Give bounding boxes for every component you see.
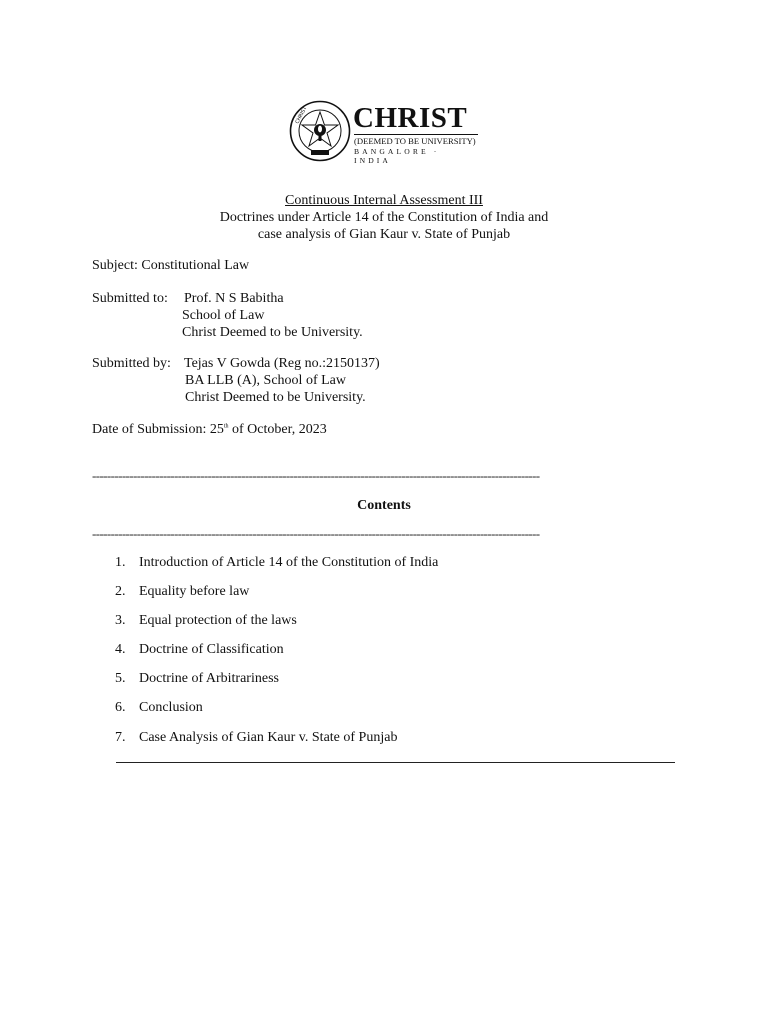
item-text: Doctrine of Classification [139, 642, 284, 658]
item-number: 3. [115, 613, 126, 629]
item-text: Doctrine of Arbitrariness [139, 671, 279, 687]
logo-divider [354, 134, 478, 135]
university-subtitle: (DEEMED TO BE UNIVERSITY) [354, 136, 476, 146]
item-number: 5. [115, 671, 126, 687]
item-number: 7. [115, 729, 126, 745]
university-name: CHRIST [353, 102, 468, 134]
list-item [112, 554, 672, 583]
topic-line-2: case analysis of Gian Kaur v. State of Punjab [257, 227, 511, 242]
list-item [112, 612, 672, 641]
list-item [112, 670, 672, 699]
contents-list [112, 554, 672, 758]
submitted-by-label: Submitted by: [92, 356, 171, 371]
date-rest: of October, 2023 [228, 422, 327, 437]
contents-end-rule [116, 762, 675, 763]
item-text: Equal protection of the laws [139, 613, 297, 629]
subject-line: Subject: Constitutional Law [92, 258, 250, 273]
seal-text: CHRIST [294, 105, 309, 125]
list-item [112, 583, 672, 612]
submitted-to-name: Prof. N S Babitha [184, 291, 284, 306]
item-text: Equality before law [139, 584, 250, 600]
item-number: 6. [115, 700, 126, 716]
university-location: BANGALORE · INDIA [354, 147, 440, 165]
title-block [0, 192, 768, 243]
divider-top: ------------------------------------------------------------------------------------------------------------------------ [92, 469, 540, 483]
university-seal-icon [289, 100, 351, 162]
item-number: 2. [115, 584, 126, 600]
item-text: Introduction of Article 14 of the Constitution of India [139, 555, 439, 570]
submitted-by-name: Tejas V Gowda (Reg no.:2150137) [184, 356, 380, 371]
submission-date [92, 421, 327, 438]
university-logo [289, 100, 481, 165]
contents-heading: Contents [357, 498, 411, 513]
submitted-by-course: BA LLB (A), School of Law [185, 373, 346, 388]
list-item [112, 641, 672, 670]
submitted-to-label: Submitted to: [92, 291, 168, 306]
assessment-title: Continuous Internal Assessment III [285, 193, 483, 208]
date-prefix: Date of Submission: 25 [92, 422, 224, 437]
submitted-to-dept: School of Law [182, 308, 265, 323]
topic-line-1: Doctrines under Article 14 of the Constitution of India and [219, 210, 549, 225]
item-text: Case Analysis of Gian Kaur v. State of Punjab [139, 729, 398, 745]
date-suffix: th [223, 423, 229, 430]
item-number: 1. [115, 555, 126, 570]
divider-bottom: ------------------------------------------------------------------------------------------------------------------------ [92, 527, 540, 541]
item-number: 4. [115, 642, 126, 658]
list-item [112, 729, 672, 758]
item-text: Conclusion [139, 700, 203, 716]
submitted-to-institution: Christ Deemed to be University. [182, 325, 363, 340]
submitted-by-institution: Christ Deemed to be University. [185, 390, 366, 405]
list-item [112, 699, 672, 728]
